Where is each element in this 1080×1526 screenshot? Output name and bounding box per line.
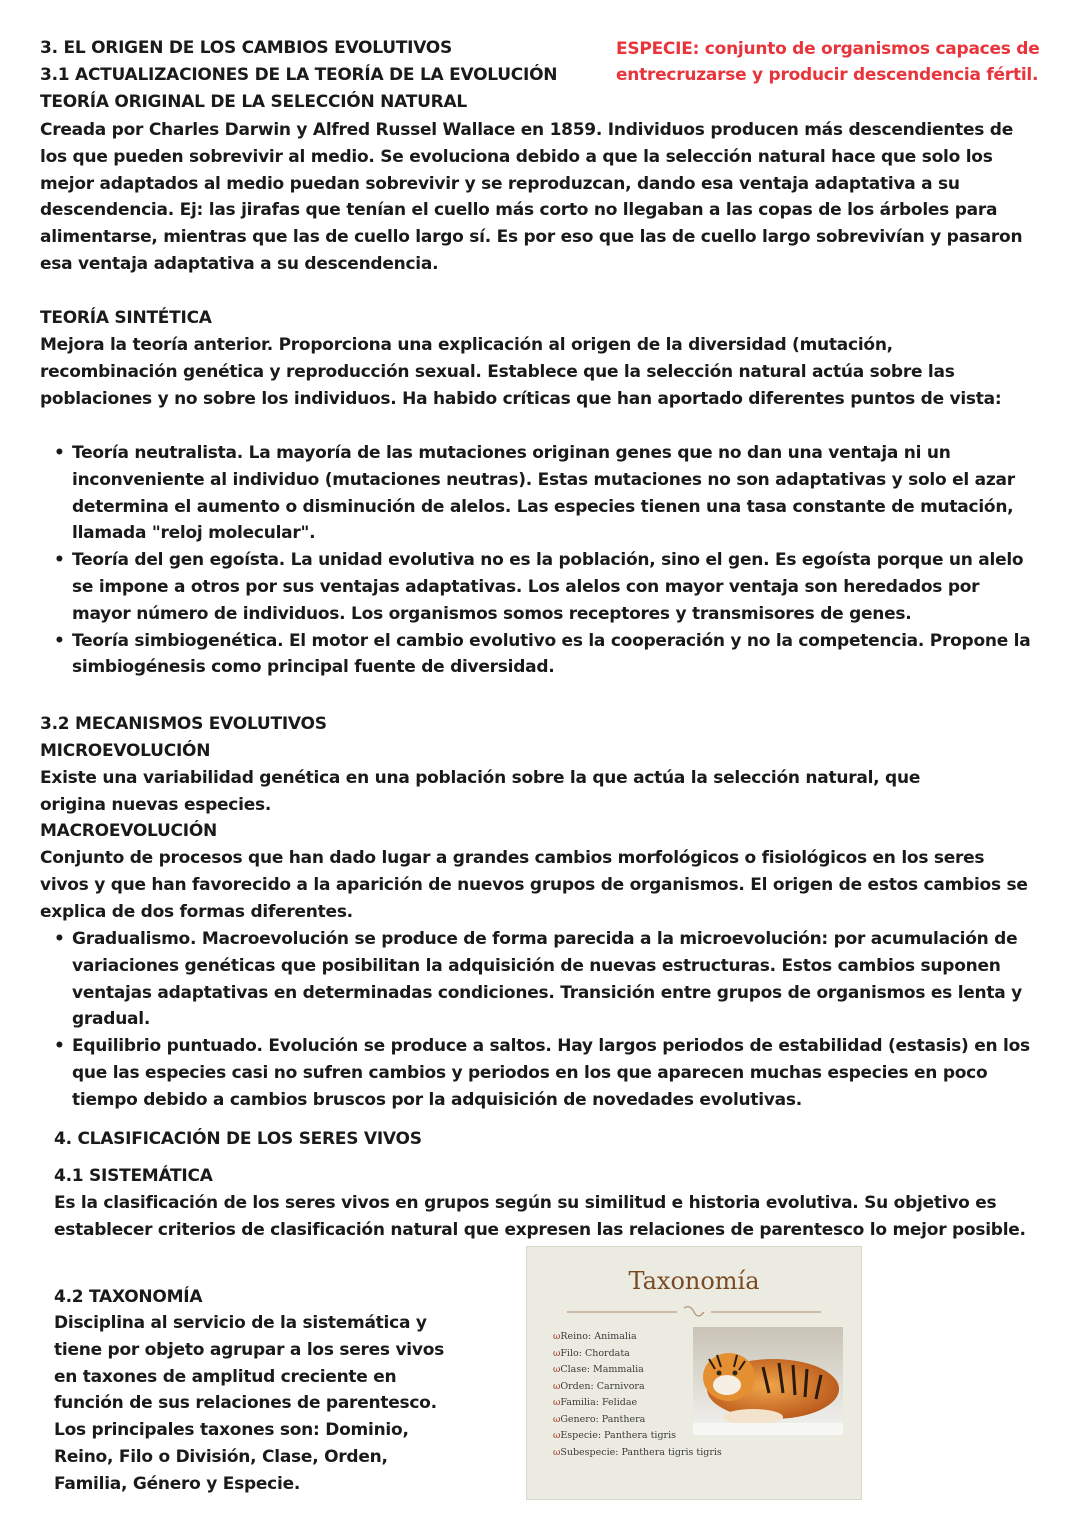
list-item: ω Familia: Felidae	[553, 1395, 722, 1412]
list-item: • Equilibrio puntuado. Evolución se produce a saltos. Hay largos periodos de estabilidad (estasis) en los que las especies casi no sufren cambios y periodos en los que aparecen muchas especies en poco tiempo debido a cambios bruscos por la adquisición de novedades evolutivas.	[40, 1033, 1040, 1113]
synthetic-theory-critiques-list	[40, 440, 1040, 681]
synthetic-theory-text: Mejora la teoría anterior. Proporciona una explicación al origen de la diversidad (mutación, recombinación genética y reproducción sexual. Establece que la selección natural actúa sobre las poblaciones y no sobre los individuos. Ha habido críticas que han aportado diferentes puntos de vista:	[40, 335, 1002, 409]
taxonomy-text: Disciplina al servicio de la sistemática y tiene por objeto agrupar a los seres vivos en taxones de amplitud creciente en función de sus relaciones de parentesco. Los principales taxones son: Dominio, Reino, Filo o División, Clase, Orden, Familia, Género y Especie.	[54, 1313, 445, 1494]
list-item: ω Genero: Panthera	[553, 1412, 722, 1429]
microevolution-text: Existe una variabilidad genética en una población sobre la que actúa la selección natural, que origina nuevas especies.	[40, 768, 921, 815]
original-theory-text: Creada por Charles Darwin y Alfred Russel Wallace en 1859. Individuos producen más descendientes de los que pueden sobrevivir al medio. Se evoluciona debido a que la selección natural hace que solo los mejor adaptados al medio puedan sobrevivir y se reproduzcan, dando esa ventaja adaptativa a su descendencia. Ej: las jirafas que tenían el cuello más corto no llegaban a las copas de los árboles para alimentarse, mientras que las de cuello largo sí. Es por eso que las de cuello largo sobrevivían y pasaron esa ventaja adaptativa a su descendencia.	[40, 120, 1023, 274]
list-item: ω Subespecie: Panthera tigris tigris	[553, 1445, 722, 1462]
section-3-2-title: 3.2 MECANISMOS EVOLUTIVOS	[40, 714, 327, 734]
taxonomy-figure	[526, 1246, 862, 1500]
macroevolution-forms-list	[40, 926, 1040, 1114]
list-item: ω Clase: Mammalia	[553, 1362, 722, 1379]
section-4-1-title: 4.1 SISTEMÁTICA	[54, 1166, 213, 1186]
figure-title: Taxonomía	[628, 1267, 760, 1295]
list-item: • Teoría simbiogenética. El motor el cambio evolutivo es la cooperación y no la competencia. Propone la simbiogénesis como principal fuente de diversidad.	[40, 628, 1040, 682]
especie-definition-note: ESPECIE: conjunto de organismos capaces de entrecruzarse y producir descendencia fértil.	[616, 39, 1040, 85]
original-theory-heading: TEORÍA ORIGINAL DE LA SELECCIÓN NATURAL	[40, 92, 467, 112]
macroevolution-text: Conjunto de procesos que han dado lugar a grandes cambios morfológicos o fisiológicos en los seres vivos y que han favorecido a la aparición de nuevos grupos de organismos. El origen de estos cambios se explica de dos formas diferentes.	[40, 848, 1028, 922]
microevolution-heading: MICROEVOLUCIÓN	[40, 741, 211, 761]
list-item: • Teoría del gen egoísta. La unidad evolutiva no es la población, sino el gen. Es egoísta porque un alelo se impone a otros por sus ventajas adaptativas. Los alelos con mayor ventaja son heredados por mayor número de individuos. Los organismos somos receptores y transmisores de genes.	[40, 547, 1040, 627]
ornament-divider-icon	[567, 1305, 821, 1319]
section-3-1-title: 3.1 ACTUALIZACIONES DE LA TEORÍA DE LA EVOLUCIÓN	[40, 65, 558, 85]
list-item: ω Reino: Animalia	[553, 1329, 722, 1346]
list-item: ω Orden: Carnivora	[553, 1379, 722, 1396]
macroevolution-heading: MACROEVOLUCIÓN	[40, 821, 218, 841]
list-item: • Teoría neutralista. La mayoría de las mutaciones originan genes que no dan una ventaja ni un inconveniente al individuo (mutaciones neutras). Estas mutaciones no son adaptativas y solo el azar determina el aumento o disminución de alelos. Las especies tienen una tasa constante de mutación, llamada "reloj molecular".	[40, 440, 1040, 547]
section-4-2-title: 4.2 TAXONOMÍA	[54, 1287, 203, 1307]
list-item: ω Especie: Panthera tigris	[553, 1428, 722, 1445]
synthetic-theory-heading: TEORÍA SINTÉTICA	[40, 308, 212, 328]
list-item: ω Filo: Chordata	[553, 1346, 722, 1363]
section-4-title: 4. CLASIFICACIÓN DE LOS SERES VIVOS	[54, 1129, 422, 1149]
list-item: • Gradualismo. Macroevolución se produce de forma parecida a la microevolución: por acumulación de variaciones genéticas que posibilitan la adquisición de nuevas estructuras. Estos cambios suponen ventajas adaptativas en determinadas condiciones. Transición entre grupos de organismos es lenta y gradual.	[40, 926, 1040, 1033]
section-3-title: 3. EL ORIGEN DE LOS CAMBIOS EVOLUTIVOS	[40, 38, 453, 58]
tiger-photo	[693, 1327, 843, 1435]
systematics-text: Es la clasificación de los seres vivos en grupos según su similitud e historia evolutiva. Su objetivo es establecer criterios de clasificación natural que expresen las relaciones de parentesco lo mejor posible.	[54, 1193, 1026, 1240]
